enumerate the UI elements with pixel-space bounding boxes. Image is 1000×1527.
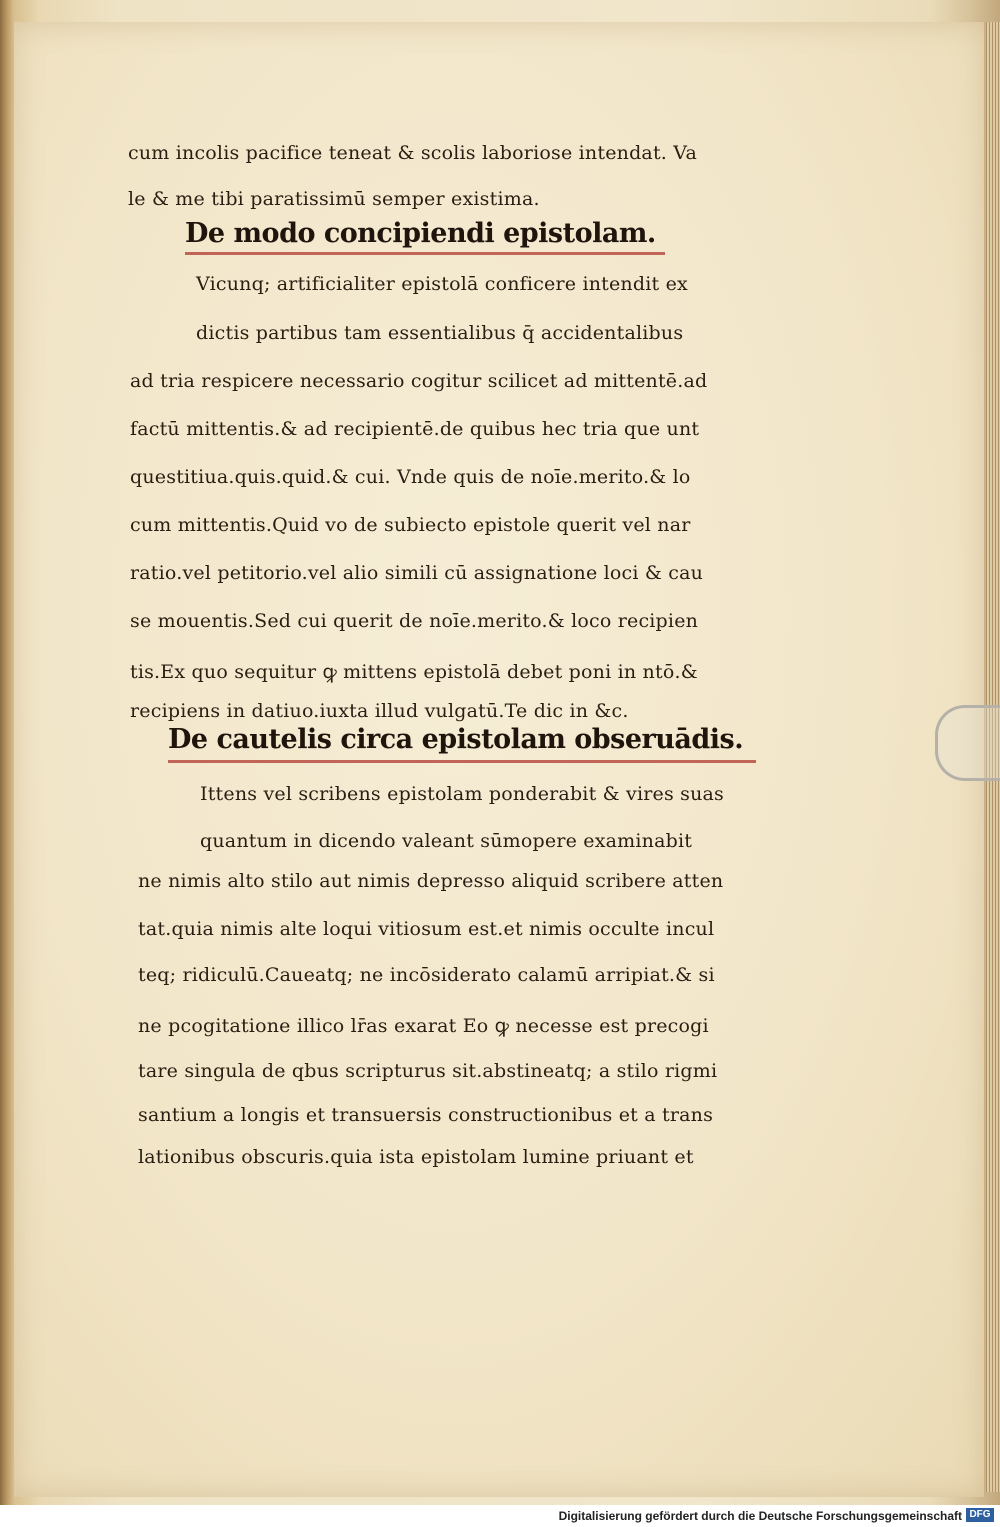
- text-line: Ittens vel scribens epistolam ponderabit & vires suas: [200, 783, 725, 805]
- digitization-footer: [0, 1505, 1000, 1527]
- text-line: teq; ridiculū.Caueatq; ne incōsiderato calamū arripiat.& si: [138, 964, 715, 986]
- section-heading-1: De modo concipiendi epistolam.: [185, 218, 656, 249]
- text-line: tare singula de qbus scripturus sit.abstineatq; a stilo rigmi: [138, 1060, 718, 1082]
- text-line: cum mittentis.Quid vo de subiecto epistole querit vel nar: [130, 514, 691, 536]
- paperclip: [935, 705, 1000, 781]
- section-heading-2: De cautelis circa epistolam obseruādis.: [168, 724, 744, 755]
- text-line: recipiens in datiuo.iuxta illud vulgatū.Te dic in &c.: [130, 700, 629, 722]
- rubric-underline: [185, 252, 665, 255]
- text-line: ratio.vel petitorio.vel alio simili cū assignatione loci & cau: [130, 562, 704, 584]
- text-line: ne pcogitatione illico lr̄as exarat Eo ꝙ necesse est precogi: [138, 1015, 709, 1037]
- text-line: lationibus obscuris.quia ista epistolam lumine priuant et: [138, 1146, 694, 1168]
- text-line: quantum in dicendo valeant sūmopere examinabit: [200, 830, 693, 852]
- text-line: santium a longis et transuersis constructionibus et a trans: [138, 1104, 714, 1126]
- text-line: questitiua.quis.quid.& cui. Vnde quis de noīe.merito.& lo: [130, 466, 691, 488]
- text-line: ne nimis alto stilo aut nimis depresso aliquid scribere atten: [138, 870, 724, 892]
- text-line: ad tria respicere necessario cogitur scilicet ad mittentē.ad: [130, 370, 708, 392]
- text-line: tis.Ex quo sequitur ꝙ mittens epistolā debet poni in ntō.&: [130, 661, 698, 683]
- rubric-underline: [168, 760, 756, 763]
- dfg-logo-icon: DFG: [966, 1508, 994, 1522]
- text-line: le & me tibi paratissimū semper existima.: [128, 188, 540, 210]
- text-line: se mouentis.Sed cui querit de noīe.merito.& loco recipien: [130, 610, 699, 632]
- footer-credit: Digitalisierung gefördert durch die Deutsche Forschungsgemeinschaft: [558, 1509, 962, 1523]
- text-line: cum incolis pacifice teneat & scolis laboriose intendat. Va: [128, 142, 697, 164]
- text-line: tat.quia nimis alte loqui vitiosum est.et nimis occulte incul: [138, 918, 715, 940]
- text-line: dictis partibus tam essentialibus q̄ accidentalibus: [196, 322, 684, 344]
- text-line: factū mittentis.& ad recipientē.de quibus hec tria que unt: [130, 418, 700, 440]
- text-line: Vicunq; artificialiter epistolā conficere intendit ex: [196, 273, 688, 295]
